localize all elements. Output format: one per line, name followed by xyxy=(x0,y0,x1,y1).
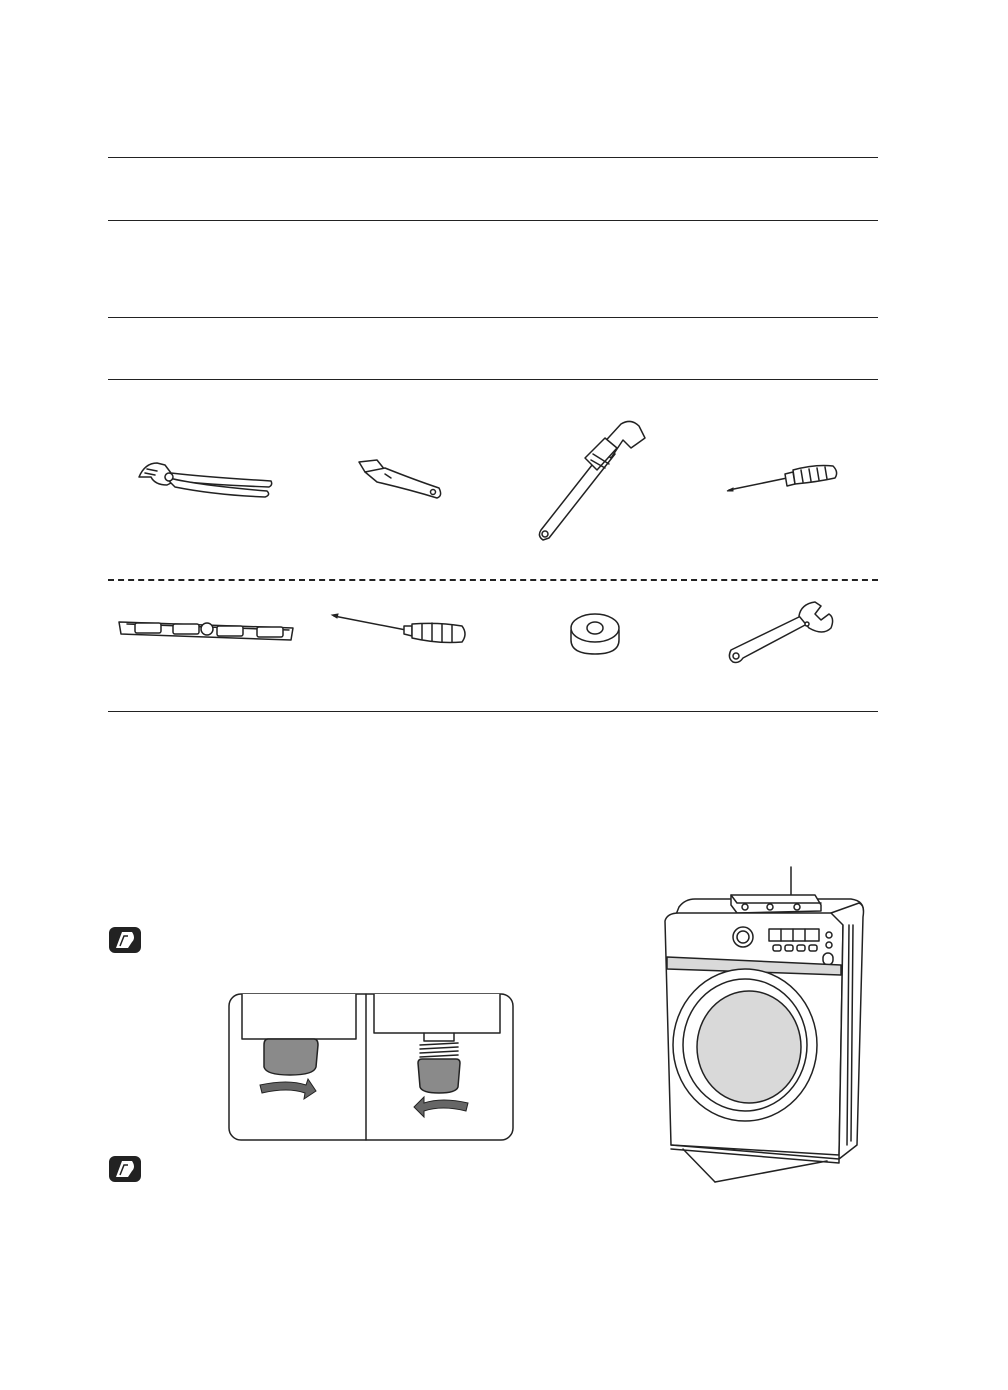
flat-screwdriver-icon xyxy=(330,612,470,647)
tools-top-rule xyxy=(108,379,878,380)
note-icon xyxy=(108,1155,142,1183)
tools-dashed-divider xyxy=(108,579,878,581)
level-icon xyxy=(117,614,295,644)
box-cutter-icon xyxy=(355,458,445,503)
note-icon xyxy=(108,926,142,954)
header-rule-2 xyxy=(108,220,878,221)
header-rule-1 xyxy=(108,157,878,158)
pliers-icon xyxy=(135,455,275,500)
adjustable-wrench-icon xyxy=(725,598,843,666)
tape-roll-icon xyxy=(565,608,625,658)
phillips-screwdriver-icon xyxy=(725,460,840,495)
leveling-foot-lowered xyxy=(264,1039,318,1075)
leveling-foot-raised xyxy=(418,1059,460,1093)
tools-bottom-rule xyxy=(108,711,878,712)
dryer-with-level-illustration xyxy=(655,865,870,1185)
leveling-feet-diagram xyxy=(228,993,514,1143)
header-rule-3 xyxy=(108,317,878,318)
pipe-wrench-icon xyxy=(535,418,650,543)
